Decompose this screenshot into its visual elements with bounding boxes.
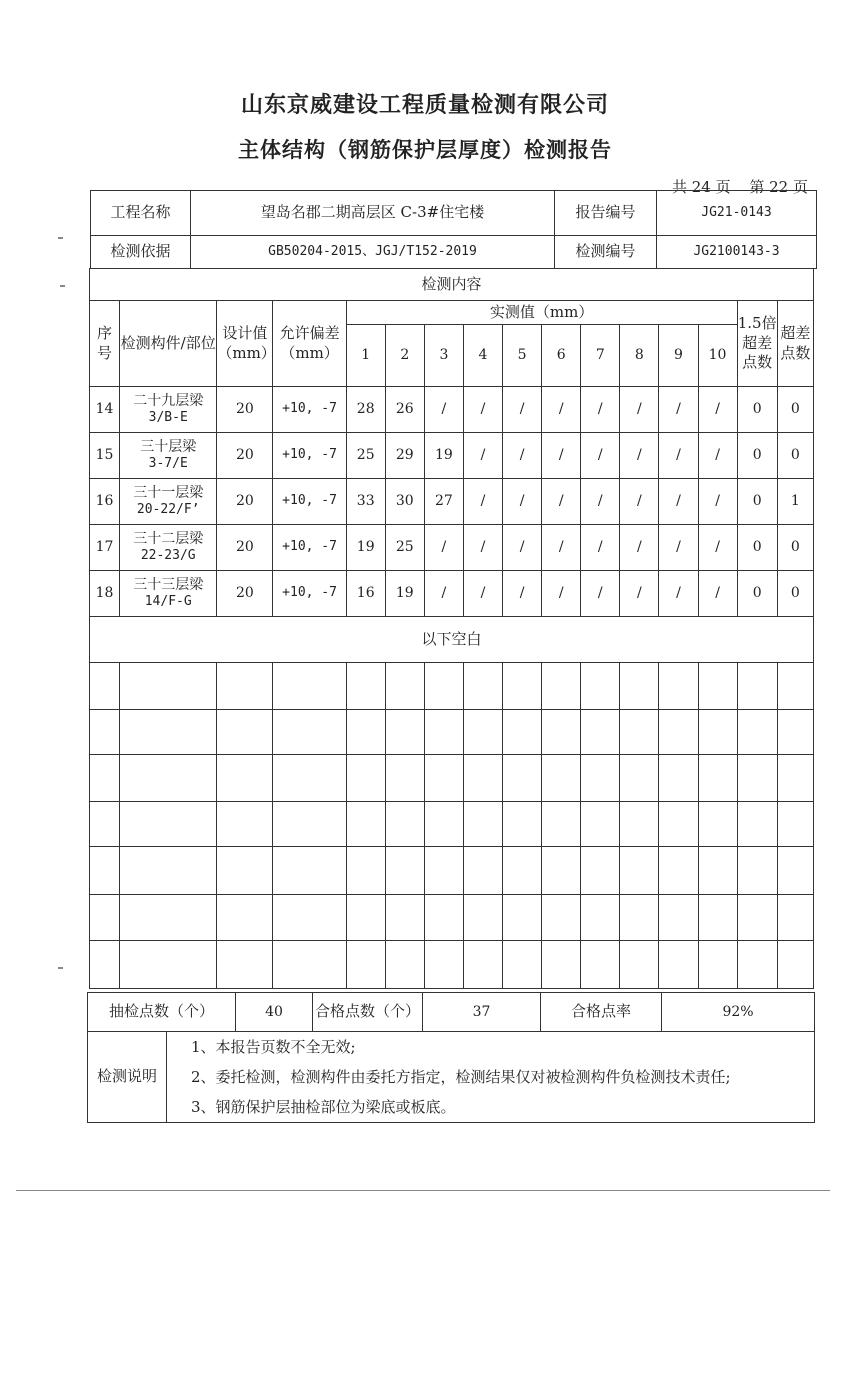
row-seq: 17: [90, 525, 120, 571]
empty-cell: [424, 847, 463, 895]
table-row: [90, 433, 814, 479]
row-over: 1: [777, 479, 813, 525]
empty-cell: [90, 941, 120, 989]
notes-label: 检测说明: [88, 1032, 167, 1123]
row-member: [120, 571, 217, 617]
member-name: 三十三层梁: [133, 576, 204, 593]
empty-cell: [659, 895, 698, 941]
empty-cell: [581, 847, 620, 895]
empty-cell: [424, 663, 463, 710]
total-pages: 共 24 页: [671, 178, 731, 196]
empty-cell: [503, 895, 542, 941]
empty-cell: [217, 802, 273, 847]
empty-cell: [503, 710, 542, 755]
pass-count-label: 合格点数（个）: [313, 993, 423, 1032]
row-measured-value: /: [463, 433, 502, 479]
row-over15: 0: [737, 387, 777, 433]
row-tolerance: +10, -7: [273, 525, 346, 571]
empty-cell: [581, 755, 620, 802]
empty-cell: [737, 802, 777, 847]
empty-cell: [385, 847, 424, 895]
note-line: 2、委托检测，检测构件由委托方指定，检测结果仅对被检测构件负检测技术责任;: [191, 1068, 731, 1086]
measured-index: 1: [346, 325, 385, 387]
row-member: [120, 525, 217, 571]
empty-cell: [737, 941, 777, 989]
row-measured-value: /: [503, 387, 542, 433]
empty-cell: [463, 847, 502, 895]
measured-index: 8: [620, 325, 659, 387]
table-row: [90, 571, 814, 617]
member-name: 三十层梁: [140, 438, 197, 455]
empty-cell: [659, 755, 698, 802]
empty-cell: [385, 710, 424, 755]
empty-cell: [737, 710, 777, 755]
row-measured-value: /: [581, 479, 620, 525]
empty-cell: [542, 663, 581, 710]
row-measured-value: /: [698, 479, 737, 525]
empty-cell: [737, 663, 777, 710]
row-measured-value: 25: [346, 433, 385, 479]
row-measured-value: /: [503, 525, 542, 571]
row-seq: 16: [90, 479, 120, 525]
row-measured-value: /: [503, 479, 542, 525]
empty-cell: [90, 663, 120, 710]
empty-cell: [217, 663, 273, 710]
empty-cell: [424, 895, 463, 941]
empty-cell: [120, 710, 217, 755]
empty-cell: [385, 755, 424, 802]
row-measured-value: /: [659, 387, 698, 433]
row-measured-value: /: [659, 433, 698, 479]
scan-speck: [58, 237, 63, 239]
col-header-measured: 实测值（mm）: [346, 301, 737, 325]
row-measured-value: /: [659, 571, 698, 617]
row-measured-value: 30: [385, 479, 424, 525]
col-header-member: 检测构件/部位: [120, 301, 217, 387]
empty-cell: [581, 802, 620, 847]
empty-cell: [273, 847, 346, 895]
empty-cell: [620, 663, 659, 710]
row-measured-value: /: [620, 571, 659, 617]
empty-cell: [217, 710, 273, 755]
empty-cell: [463, 663, 502, 710]
empty-row: [90, 710, 814, 755]
row-measured-value: /: [463, 479, 502, 525]
empty-cell: [90, 847, 120, 895]
company-title: 山东京威建设工程质量检测有限公司: [240, 93, 609, 118]
row-measured-value: /: [542, 525, 581, 571]
pass-rate-value: 92%: [662, 993, 815, 1032]
row-over15: 0: [737, 571, 777, 617]
empty-cell: [120, 802, 217, 847]
sample-count-value: 40: [236, 993, 313, 1032]
empty-cell: [217, 755, 273, 802]
measured-index: 5: [503, 325, 542, 387]
empty-cell: [737, 847, 777, 895]
pass-rate-label: 合格点率: [541, 993, 662, 1032]
test-no-label: 检测编号: [555, 236, 657, 269]
empty-row: [90, 802, 814, 847]
project-name-label: 工程名称: [91, 191, 191, 236]
table-row: [90, 525, 814, 571]
row-measured-value: 25: [385, 525, 424, 571]
member-location: 22-23/G: [140, 548, 196, 564]
project-info-table: [90, 190, 817, 269]
basis-value: GB50204-2015、JGJ/T152-2019: [191, 236, 555, 269]
blank-rows: [90, 663, 814, 989]
empty-cell: [620, 802, 659, 847]
member-location: 3-7/E: [148, 456, 188, 472]
empty-cell: [273, 895, 346, 941]
summary-table: [87, 992, 815, 1032]
row-measured-value: /: [503, 433, 542, 479]
row-measured-value: /: [424, 571, 463, 617]
row-measured-value: 29: [385, 433, 424, 479]
empty-cell: [503, 802, 542, 847]
report-no-value: JG21-0143: [657, 191, 817, 236]
empty-cell: [463, 941, 502, 989]
empty-cell: [217, 941, 273, 989]
empty-cell: [463, 895, 502, 941]
member-name: 三十二层梁: [133, 530, 204, 547]
empty-cell: [273, 802, 346, 847]
row-measured-value: 19: [346, 525, 385, 571]
empty-cell: [346, 847, 385, 895]
scan-speck: [58, 967, 63, 969]
report-no-label: 报告编号: [555, 191, 657, 236]
row-measured-value: /: [503, 571, 542, 617]
empty-cell: [120, 755, 217, 802]
empty-cell: [777, 755, 813, 802]
measured-index: 7: [581, 325, 620, 387]
empty-cell: [620, 941, 659, 989]
empty-cell: [346, 755, 385, 802]
empty-cell: [737, 755, 777, 802]
row-over: 0: [777, 525, 813, 571]
row-measured-value: /: [620, 387, 659, 433]
empty-cell: [620, 847, 659, 895]
empty-cell: [385, 802, 424, 847]
notes-table: [87, 1031, 815, 1123]
member-location: 14/F-G: [144, 594, 192, 610]
row-measured-value: 19: [385, 571, 424, 617]
sample-count-label: 抽检点数（个）: [88, 993, 236, 1032]
row-measured-value: /: [620, 479, 659, 525]
row-measured-value: 16: [346, 571, 385, 617]
empty-cell: [542, 755, 581, 802]
empty-cell: [463, 710, 502, 755]
row-measured-value: /: [424, 525, 463, 571]
empty-cell: [503, 663, 542, 710]
empty-cell: [120, 895, 217, 941]
member-name: 三十一层梁: [133, 484, 204, 501]
empty-cell: [581, 710, 620, 755]
empty-cell: [777, 710, 813, 755]
empty-cell: [424, 941, 463, 989]
blank-note: 以下空白: [90, 617, 814, 663]
empty-cell: [777, 941, 813, 989]
empty-cell: [777, 895, 813, 941]
row-measured-value: 28: [346, 387, 385, 433]
row-measured-value: 33: [346, 479, 385, 525]
row-seq: 14: [90, 387, 120, 433]
row-over: 0: [777, 571, 813, 617]
empty-cell: [659, 941, 698, 989]
empty-cell: [698, 847, 737, 895]
row-design: 20: [217, 433, 273, 479]
empty-cell: [424, 710, 463, 755]
row-measured-value: /: [581, 387, 620, 433]
row-design: 20: [217, 479, 273, 525]
row-measured-value: 19: [424, 433, 463, 479]
empty-row: [90, 755, 814, 802]
row-seq: 18: [90, 571, 120, 617]
empty-cell: [273, 755, 346, 802]
row-over15: 0: [737, 433, 777, 479]
row-over15: 0: [737, 525, 777, 571]
empty-cell: [581, 895, 620, 941]
empty-cell: [659, 663, 698, 710]
scan-edge-line: [16, 1190, 830, 1191]
row-measured-value: /: [659, 525, 698, 571]
test-no-value: JG2100143-3: [657, 236, 817, 269]
row-measured-value: /: [698, 571, 737, 617]
row-over: 0: [777, 433, 813, 479]
measured-index: 2: [385, 325, 424, 387]
empty-cell: [424, 802, 463, 847]
empty-cell: [424, 755, 463, 802]
empty-row: [90, 941, 814, 989]
empty-cell: [503, 755, 542, 802]
row-measured-value: /: [463, 571, 502, 617]
row-seq: 15: [90, 433, 120, 479]
member-location: 20-22/F’: [136, 502, 200, 518]
empty-cell: [273, 710, 346, 755]
row-tolerance: +10, -7: [273, 433, 346, 479]
empty-cell: [620, 755, 659, 802]
empty-cell: [620, 710, 659, 755]
empty-cell: [777, 847, 813, 895]
empty-cell: [542, 895, 581, 941]
project-name-value: 望岛名郡二期高层区 C-3#住宅楼: [191, 191, 555, 236]
table-row: [90, 387, 814, 433]
row-member: [120, 479, 217, 525]
scan-speck: [60, 285, 65, 287]
empty-cell: [346, 663, 385, 710]
row-measured-value: 26: [385, 387, 424, 433]
empty-cell: [463, 802, 502, 847]
empty-cell: [542, 941, 581, 989]
note-line: 1、本报告页数不全无效;: [191, 1038, 356, 1056]
empty-cell: [120, 663, 217, 710]
empty-cell: [90, 710, 120, 755]
row-tolerance: +10, -7: [273, 387, 346, 433]
row-measured-value: /: [542, 571, 581, 617]
row-measured-value: /: [698, 387, 737, 433]
row-over15: 0: [737, 479, 777, 525]
empty-cell: [273, 941, 346, 989]
report-title: 主体结构（钢筋保护层厚度）检测报告: [238, 138, 612, 162]
empty-cell: [120, 847, 217, 895]
empty-cell: [463, 755, 502, 802]
measured-index: 3: [424, 325, 463, 387]
row-measured-value: /: [463, 387, 502, 433]
empty-cell: [90, 802, 120, 847]
col-header-seq: 序号: [90, 301, 120, 387]
empty-cell: [503, 941, 542, 989]
empty-cell: [777, 663, 813, 710]
measured-index: 4: [463, 325, 502, 387]
empty-cell: [273, 663, 346, 710]
basis-label: 检测依据: [91, 236, 191, 269]
empty-cell: [385, 941, 424, 989]
empty-cell: [698, 755, 737, 802]
row-measured-value: /: [581, 433, 620, 479]
empty-row: [90, 847, 814, 895]
empty-cell: [581, 663, 620, 710]
row-design: 20: [217, 387, 273, 433]
empty-cell: [581, 941, 620, 989]
empty-cell: [346, 895, 385, 941]
current-page: 第 22 页: [749, 178, 808, 196]
row-measured-value: /: [620, 525, 659, 571]
col-header-design: 设计值（mm）: [217, 301, 273, 387]
empty-cell: [737, 895, 777, 941]
row-member: [120, 433, 217, 479]
empty-cell: [698, 895, 737, 941]
empty-cell: [777, 802, 813, 847]
empty-row: [90, 663, 814, 710]
measurement-table: [89, 268, 814, 989]
row-member: [120, 387, 217, 433]
col-header-tolerance: 允许偏差（mm）: [273, 301, 346, 387]
measured-index: 6: [542, 325, 581, 387]
empty-cell: [217, 895, 273, 941]
row-measured-value: /: [542, 433, 581, 479]
col-header-over: 超差点数: [777, 301, 813, 387]
row-measured-value: /: [463, 525, 502, 571]
row-over: 0: [777, 387, 813, 433]
row-tolerance: +10, -7: [273, 479, 346, 525]
empty-cell: [346, 802, 385, 847]
empty-cell: [385, 895, 424, 941]
empty-cell: [90, 895, 120, 941]
empty-cell: [346, 710, 385, 755]
empty-cell: [659, 710, 698, 755]
empty-cell: [542, 710, 581, 755]
row-measured-value: 27: [424, 479, 463, 525]
empty-cell: [542, 802, 581, 847]
pass-count-value: 37: [423, 993, 541, 1032]
data-rows: [90, 387, 814, 617]
notes-content: [167, 1032, 815, 1123]
row-measured-value: /: [659, 479, 698, 525]
empty-row: [90, 895, 814, 941]
empty-cell: [698, 941, 737, 989]
row-measured-value: /: [424, 387, 463, 433]
row-design: 20: [217, 525, 273, 571]
measured-index: 10: [698, 325, 737, 387]
row-measured-value: /: [620, 433, 659, 479]
row-measured-value: /: [581, 525, 620, 571]
empty-cell: [346, 941, 385, 989]
col-header-over15: 1.5倍超差点数: [737, 301, 777, 387]
row-tolerance: +10, -7: [273, 571, 346, 617]
member-name: 二十九层梁: [133, 392, 204, 409]
empty-cell: [620, 895, 659, 941]
member-location: 3/B-E: [148, 410, 188, 426]
row-measured-value: /: [581, 571, 620, 617]
table-row: [90, 479, 814, 525]
measured-index: 9: [659, 325, 698, 387]
row-measured-value: /: [542, 387, 581, 433]
content-title: 检测内容: [90, 269, 814, 301]
empty-cell: [659, 847, 698, 895]
empty-cell: [90, 755, 120, 802]
row-measured-value: /: [542, 479, 581, 525]
empty-cell: [659, 802, 698, 847]
empty-cell: [698, 663, 737, 710]
empty-cell: [120, 941, 217, 989]
empty-cell: [503, 847, 542, 895]
row-measured-value: /: [698, 433, 737, 479]
empty-cell: [698, 802, 737, 847]
empty-cell: [217, 847, 273, 895]
row-design: 20: [217, 571, 273, 617]
row-measured-value: /: [698, 525, 737, 571]
empty-cell: [385, 663, 424, 710]
note-line: 3、钢筋保护层抽检部位为梁底或板底。: [191, 1098, 456, 1116]
empty-cell: [542, 847, 581, 895]
empty-cell: [698, 710, 737, 755]
